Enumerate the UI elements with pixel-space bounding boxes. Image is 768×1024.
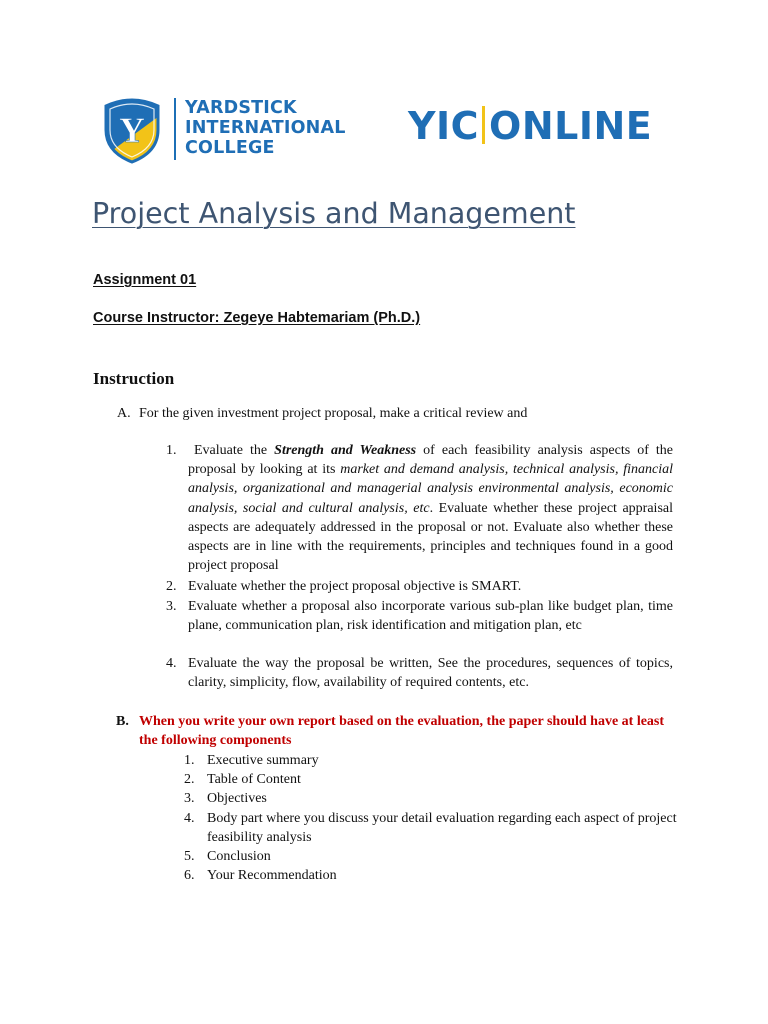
section-a-marker: A. <box>117 406 131 421</box>
logo-divider <box>174 98 176 160</box>
component-number: 2. <box>184 772 195 787</box>
component-item: Body part where you discuss your detail evaluation regarding each aspect of project feasibility analysis <box>207 811 677 846</box>
yic-online-logo <box>408 104 652 148</box>
list-item: Evaluate whether a proposal also incorporate various sub-plan like budget plan, time plane, communication plan, risk identification and mitigation plan, etc <box>188 599 673 634</box>
list-item-text: Evaluate the <box>194 443 275 458</box>
online-logo-right: ONLINE <box>489 104 653 148</box>
section-a-text: For the given investment project proposal, make a critical review and <box>139 406 528 421</box>
section-b-text: When you write your own report based on the evaluation, the paper should have at least the following components <box>139 714 665 749</box>
header-logos <box>0 0 768 180</box>
college-name-line: INTERNATIONAL <box>185 118 346 138</box>
college-name-logo <box>185 98 346 158</box>
component-number: 6. <box>184 868 195 883</box>
list-item-number: 2. <box>166 579 177 594</box>
college-name-line: YARDSTICK <box>185 98 297 118</box>
list-item-text: . Evaluate whether these project appraisal aspects are adequately addressed in the proposal or not. Evaluate also whether these aspects are in line with the requirements, principles and techniques found in a good project proposal <box>188 500 674 574</box>
list-item: Evaluate the way the proposal be written, See the procedures, sequences of topics, clarity, simplicity, flow, availability of required contents, etc. <box>188 656 673 691</box>
document-title: Project Analysis and Management <box>92 197 576 230</box>
component-number: 5. <box>184 849 195 864</box>
list-item-number: 1. <box>166 443 177 458</box>
list-item-number: 4. <box>166 656 177 671</box>
component-item: Your Recommendation <box>207 868 337 883</box>
italic-text: market and demand analysis, technical analysis, financial analysis, organizational and managerial analysis environmental analysis, economic analysis, social and cultural analysis, etc <box>188 462 674 516</box>
online-logo-separator <box>482 106 485 144</box>
list-item: Evaluate whether the project proposal objective is SMART. <box>188 579 522 594</box>
list-item-text: of each feasibility analysis aspects of the proposal by looking at its <box>188 443 674 478</box>
component-item: Objectives <box>207 791 267 806</box>
component-item: Executive summary <box>207 753 319 768</box>
course-instructor: Course Instructor: Zegeye Habtemariam (Ph.D.) <box>93 310 421 326</box>
online-logo-left: YIC <box>408 104 480 148</box>
section-b-marker: B. <box>116 714 129 729</box>
list-item-number: 3. <box>166 599 177 614</box>
college-shield-logo <box>102 96 162 164</box>
svg-text:Y: Y <box>119 110 145 150</box>
component-number: 1. <box>184 753 195 768</box>
assignment-label: Assignment 01 <box>93 272 197 288</box>
component-number: 3. <box>184 791 195 806</box>
emphasis-text: Strength and Weakness <box>274 443 417 458</box>
component-item: Table of Content <box>207 772 301 787</box>
college-name-line: COLLEGE <box>185 138 275 158</box>
component-item: Conclusion <box>207 849 271 864</box>
component-number: 4. <box>184 811 195 826</box>
instruction-heading: Instruction <box>93 369 175 388</box>
list-item <box>188 441 673 575</box>
